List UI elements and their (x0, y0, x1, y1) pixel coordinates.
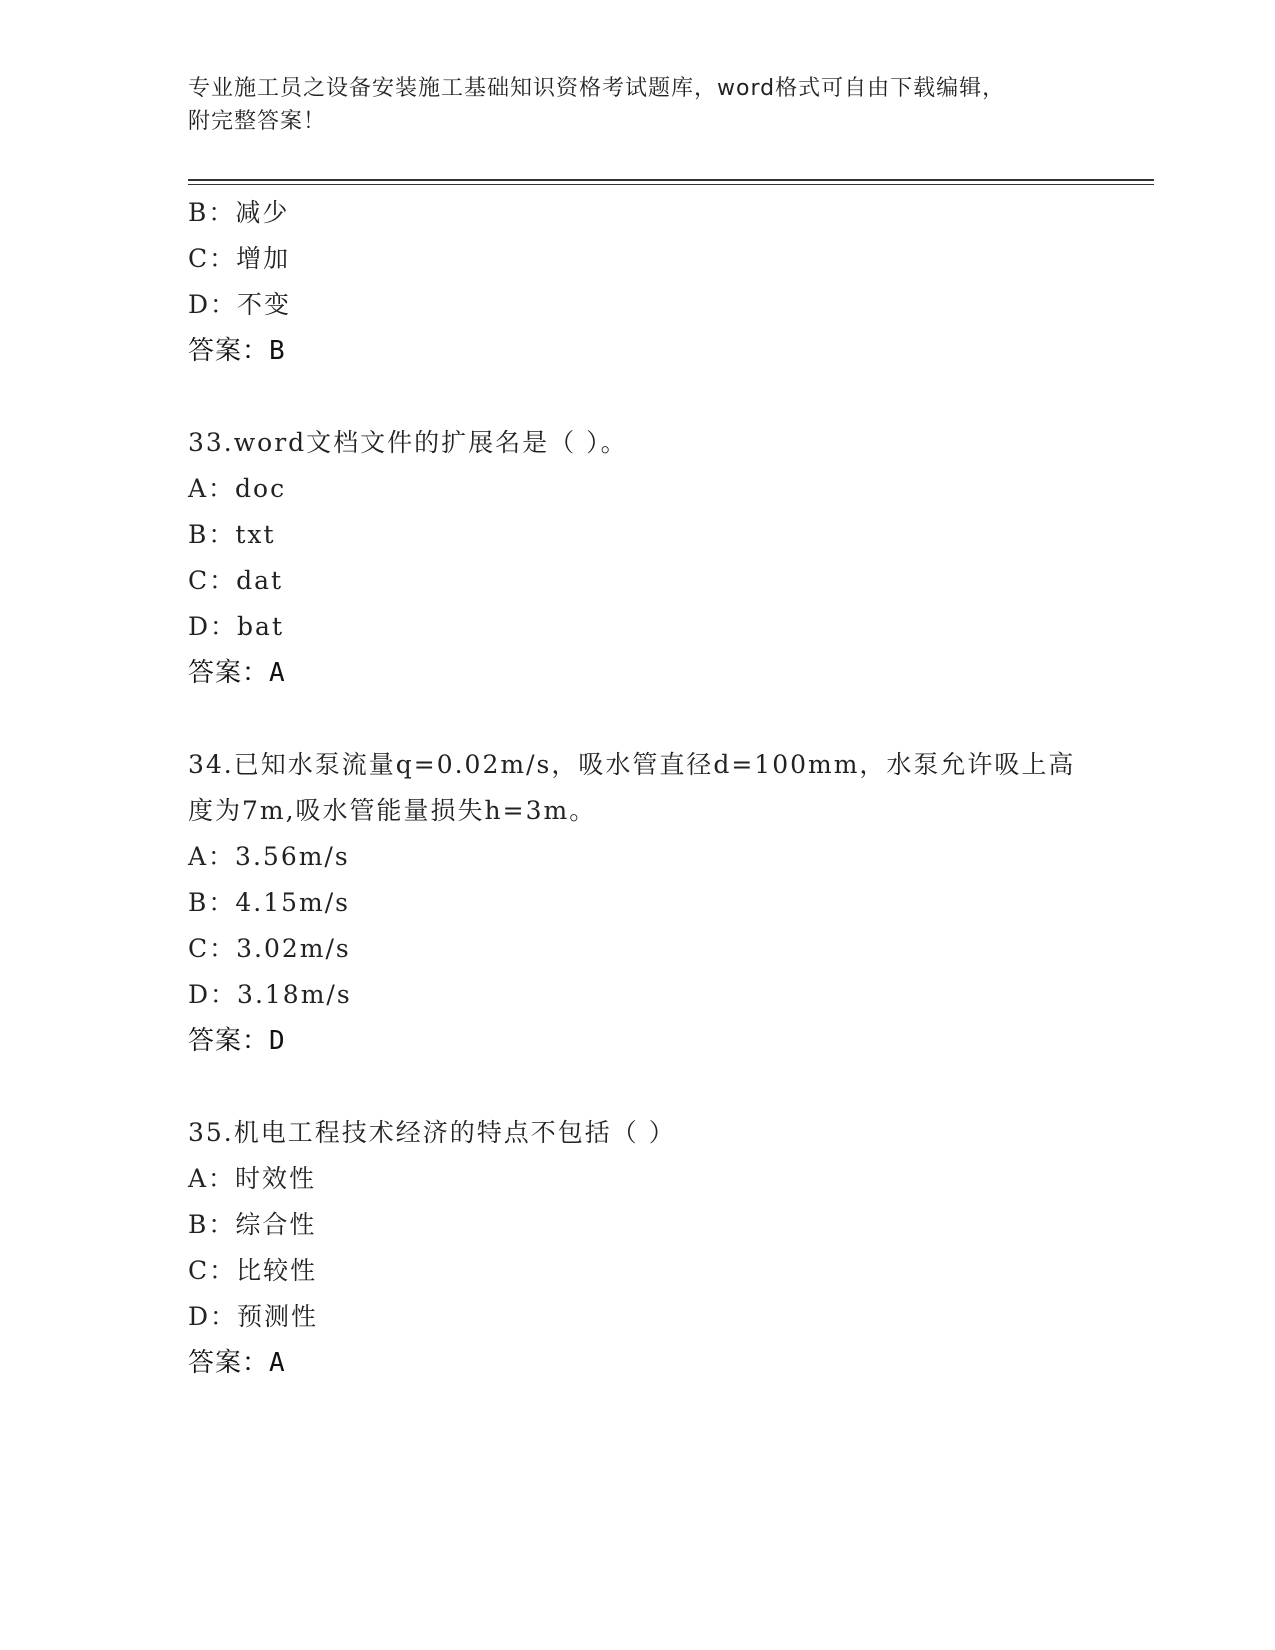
spacer (188, 1064, 1148, 1110)
header-divider-thick (188, 179, 1154, 181)
answer-line: 答案：A (188, 658, 286, 688)
question-stem: 33.word文档文件的扩展名是（ ）。 (188, 428, 628, 457)
answer-line: 答案：B (188, 336, 286, 366)
option-d: D：预测性 (188, 1302, 319, 1331)
option-b: B：4.15m/s (188, 888, 350, 917)
option-a: A：doc (188, 474, 287, 503)
option-b: B：txt (188, 520, 276, 549)
document-header (188, 72, 1068, 138)
option-d: D：3.18m/s (188, 980, 352, 1009)
answer-line: 答案：D (188, 1026, 286, 1056)
header-line-1: 专业施工员之设备安装施工基础知识资格考试题库，word格式可自由下载编辑， (188, 76, 1006, 101)
option-b: B：综合性 (188, 1210, 317, 1239)
question-block-34 (188, 742, 1148, 1064)
question-block-33 (188, 420, 1148, 696)
option-a: A：3.56m/s (188, 842, 350, 871)
answer-line: 答案：A (188, 1348, 286, 1378)
question-block-35 (188, 1110, 1148, 1386)
option-c: C：dat (188, 566, 284, 595)
spacer (188, 374, 1148, 420)
option-c: C：比较性 (188, 1256, 318, 1285)
option-a: A：时效性 (188, 1164, 317, 1193)
option-b: B：减少 (188, 198, 290, 227)
question-stem: 35.机电工程技术经济的特点不包括（ ） (188, 1118, 676, 1147)
document-body (188, 190, 1148, 1386)
option-d: D：bat (188, 612, 284, 641)
question-block-previous (188, 190, 1148, 374)
spacer (188, 696, 1148, 742)
option-c: C：增加 (188, 244, 291, 273)
question-stem-line-2: 度为7m,吸水管能量损失h=3m。 (188, 796, 597, 825)
header-divider-thin (188, 184, 1154, 185)
option-d: D：不变 (188, 290, 292, 319)
option-c: C：3.02m/s (188, 934, 351, 963)
header-line-2: 附完整答案！ (188, 109, 327, 134)
question-stem-line-1: 34.已知水泵流量q=0.02m/s，吸水管直径d=100mm，水泵允许吸上高 (188, 750, 1076, 779)
